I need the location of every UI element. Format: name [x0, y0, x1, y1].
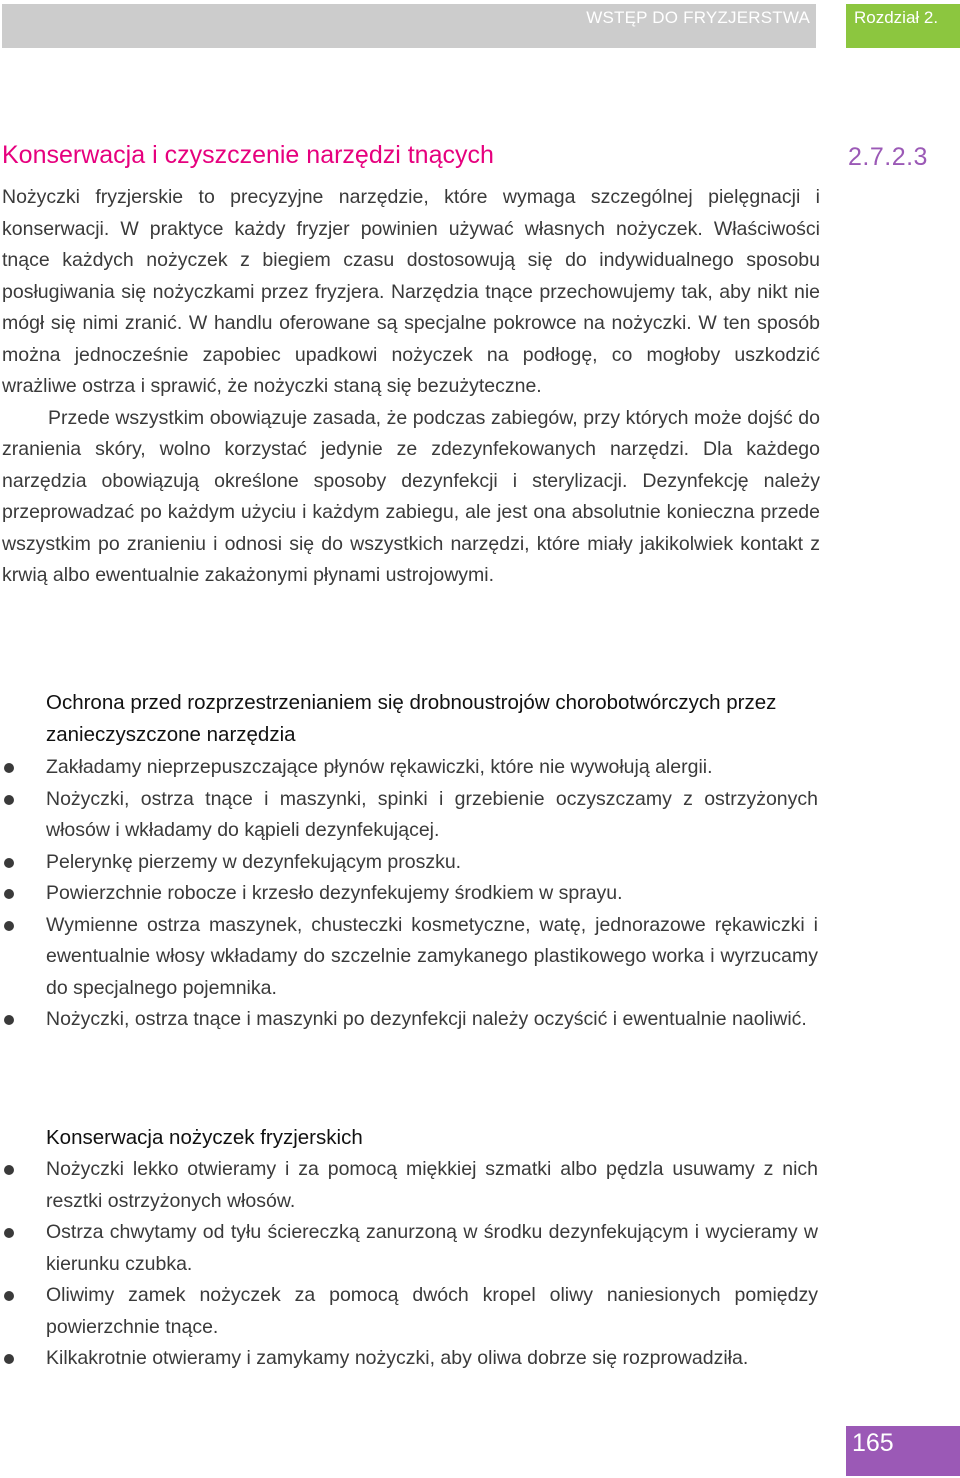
- list-item: Nożyczki lekko otwieramy i za pomocą miękkiej szmatki albo pędzla usuwamy z nich resztki ostrzyżonych włosów.: [2, 1154, 818, 1217]
- bullet-icon: [4, 921, 14, 931]
- section-number: 2.7.2.3: [848, 143, 928, 171]
- bullet-icon: [4, 763, 14, 773]
- list-item: Powierzchnie robocze i krzesło dezynfekujemy środkiem w sprayu.: [2, 878, 818, 910]
- body-paragraph-2: Przede wszystkim obowiązuje zasada, że podczas zabiegów, przy których może dojść do zranienia skóry, wolno korzystać jedynie ze zdezynfekowanych narzędzi. Dla każdego narzędzia obowiązują określone sposoby dezynfekcji i sterylizacji. Dezynfekcję należy przeprowadzać po każdym użyciu i każdym zabiegu, ale jest ona absolutnie konieczna przede wszystkim po zranieniu i odnosi się do wszystkich narzędzi, które miały jakikolwiek kontakt z krwią albo ewentualnie zakażonymi płynami ustrojowymi.: [2, 406, 820, 586]
- protection-heading: Ochrona przed rozprzestrzenianiem się drobnoustrojów chorobotwórczych przez zanieczyszczone narzędzia: [46, 691, 777, 746]
- maintenance-heading: Konserwacja nożyczek fryzjerskich: [46, 1126, 363, 1149]
- chapter-header-bar: [2, 4, 816, 48]
- chapter-title: WSTĘP DO FRYZJERSTWA: [586, 8, 810, 27]
- list-item: Nożyczki, ostrza tnące i maszynki po dezynfekcji należy oczyścić i ewentualnie naoliwić.: [2, 1004, 818, 1036]
- list-item: Nożyczki, ostrza tnące i maszynki, spinki i grzebienie oczyszczamy z ostrzyżonych włosów i wkładamy do kąpieli dezynfekującej.: [2, 784, 818, 847]
- bullet-icon: [4, 1015, 14, 1025]
- bullet-icon: [4, 889, 14, 899]
- list-item: Wymienne ostrza maszynek, chusteczki kosmetyczne, watę, jednorazowe rękawiczki i ewentualnie włosy wkładamy do szczelnie zamykanego plastikowego worka i wyrzucamy do specjalnego pojemnika.: [2, 910, 818, 1005]
- page-number: 165: [846, 1426, 960, 1476]
- protection-list: [2, 752, 818, 1036]
- bullet-icon: [4, 1354, 14, 1364]
- list-item: Ostrza chwytamy od tyłu ściereczką zanurzoną w środku dezynfekującym i wycieramy w kierunku czubka.: [2, 1217, 818, 1280]
- body-paragraph-1: Nożyczki fryzjerskie to precyzyjne narzędzie, które wymaga szczególnej pielęgnacji i konserwacji. W praktyce każdy fryzjer powinien używać własnych nożyczek. Właściwości tnące każdych nożyczek z biegiem czasu dostosowują się do indywidualnego sposobu posługiwania się nożyczkami przez fryzjera. Narzędzia tnące przechowujemy tak, aby nikt nie mógł się nimi zranić. W handlu oferowane są specjalne pokrowce na nożyczki. W ten sposób można jednocześnie zapobiec upadkowi nożyczek na podłogę, co mogłoby uszkodzić wrażliwe ostrza i sprawić, że nożyczki staną się bezużyteczne.: [2, 186, 820, 397]
- list-item: Kilkakrotnie otwieramy i zamykamy nożyczki, aby oliwa dobrze się rozprowadziła.: [2, 1343, 818, 1375]
- list-item: Pelerynkę pierzemy w dezynfekującym proszku.: [2, 847, 818, 879]
- bullet-icon: [4, 858, 14, 868]
- bullet-icon: [4, 1228, 14, 1238]
- bullet-icon: [4, 1291, 14, 1301]
- list-item: Zakładamy nieprzepuszczające płynów rękawiczki, które nie wywołują alergii.: [2, 752, 818, 784]
- list-item: Oliwimy zamek nożyczek za pomocą dwóch kropel oliwy naniesionych pomiędzy powierzchnie tnące.: [2, 1280, 818, 1343]
- bullet-icon: [4, 795, 14, 805]
- section-title: Konserwacja i czyszczenie narzędzi tnących: [2, 141, 494, 169]
- body-text: [2, 182, 820, 592]
- chapter-label-box: [846, 4, 960, 48]
- bullet-icon: [4, 1165, 14, 1175]
- maintenance-list: [2, 1154, 818, 1375]
- chapter-label: Rozdział 2.: [854, 8, 939, 27]
